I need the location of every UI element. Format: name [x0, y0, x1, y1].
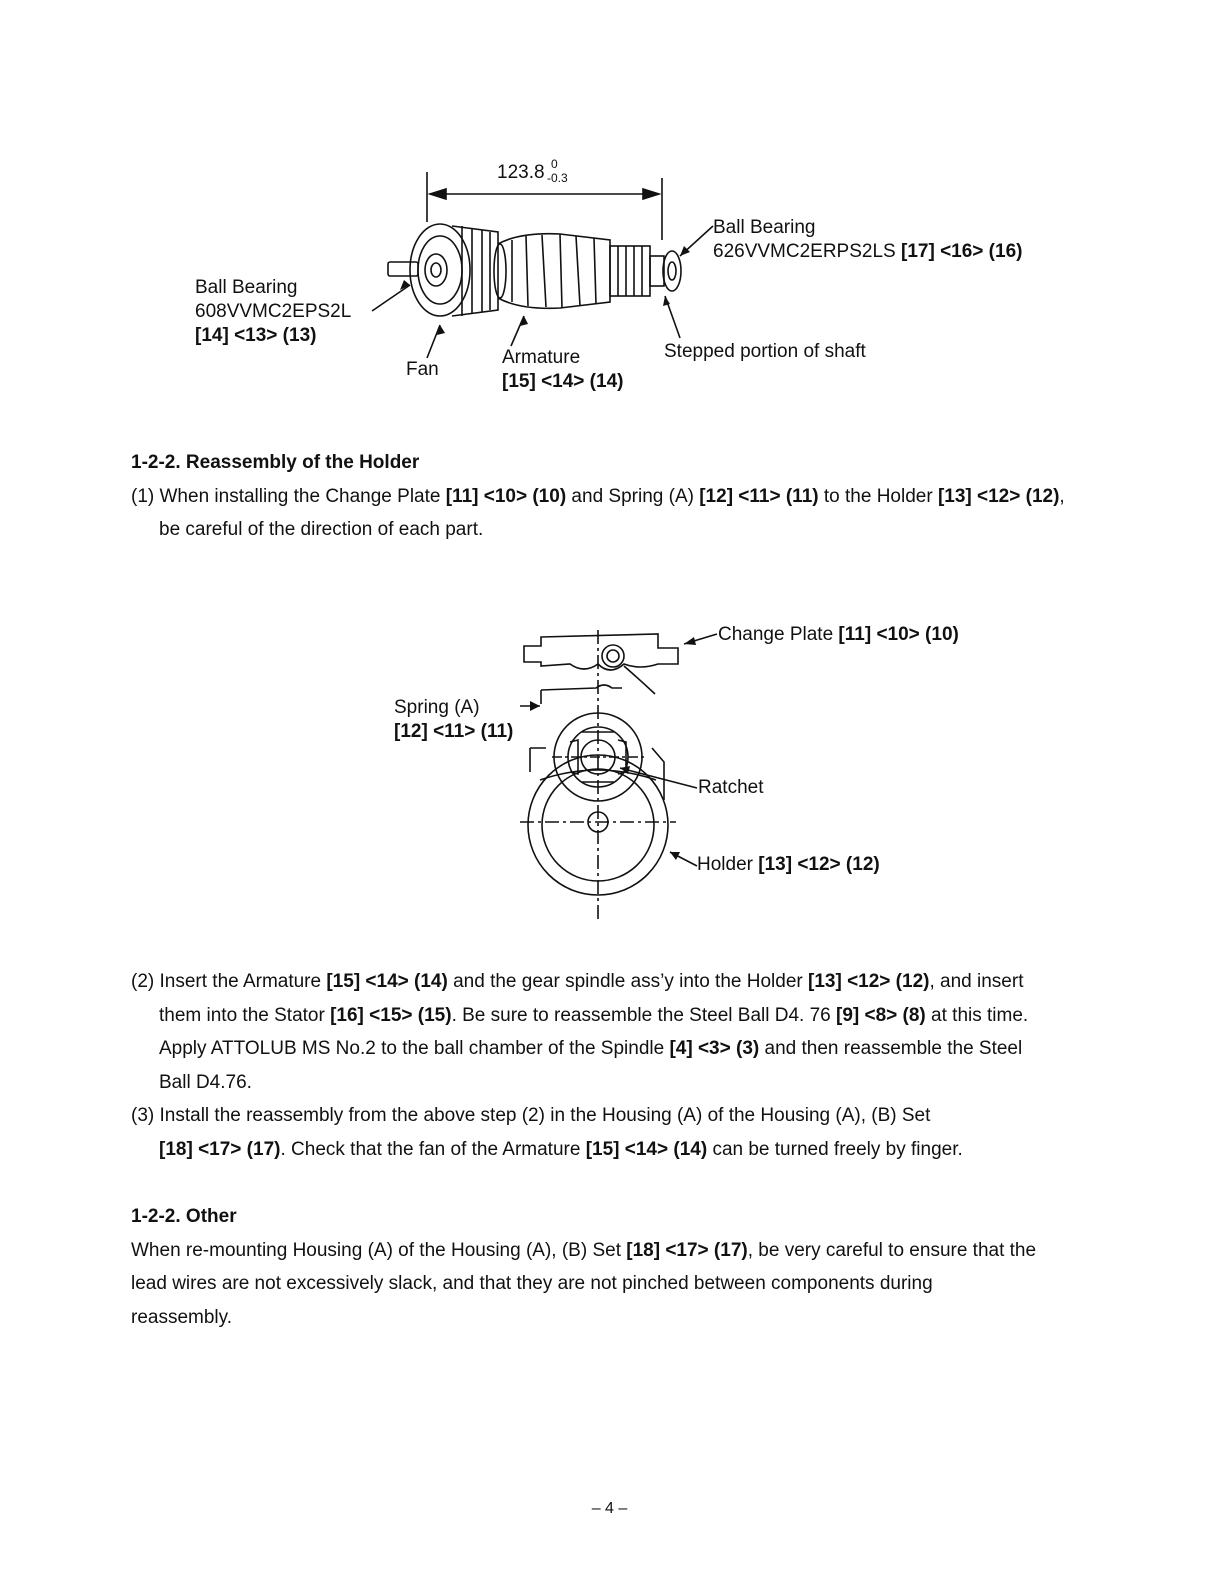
other-line-3: reassembly. [131, 1306, 233, 1328]
other-line-2: lead wires are not excessively slack, and that they are not pinched between components during [131, 1273, 933, 1294]
holder-label: Holder [13] <12> (12) [697, 854, 880, 875]
step-2-line-2: them into the Stator [16] <15> (15). Be sure to reassemble the Steel Ball D4. 76 [9] <8> (8) at this time. [159, 1004, 1029, 1026]
spring-label: Spring (A) [12] <11> (11) [394, 697, 514, 742]
section-heading-other: 1-2-2. Other [131, 1206, 237, 1227]
step-1-line-2: be careful of the direction of each part. [159, 519, 484, 540]
fan-label: Fan [406, 359, 439, 380]
step-3-line-2: [18] <17> (17). Check that the fan of the Armature [15] <14> (14) can be turned freely by finger. [159, 1138, 963, 1160]
dimension-value: 123.8 [497, 162, 545, 183]
left-bearing-label: Ball Bearing 608VVMC2EPS2L [14] <13> (13) [195, 277, 352, 346]
step-2-line-1: (2) Insert the Armature [15] <14> (14) and the gear spindle ass’y into the Holder [13] <12> (12), and insert [131, 971, 1024, 992]
step-1-line-1: (1) When installing the Change Plate [11] <10> (10) and Spring (A) [12] <11> (11) to the Holder [13] <12> (12), [131, 485, 1065, 507]
other-section [131, 1200, 1036, 1334]
right-bearing-label: Ball Bearing 626VVMC2ERPS2LS [17] <16> (16) [713, 217, 1023, 262]
steps-block [131, 965, 1028, 1166]
other-line-1: When re-mounting Housing (A) of the Housing (A), (B) Set [18] <17> (17), be very careful to ensure that the [131, 1239, 1037, 1261]
step-3-line-1: (3) Install the reassembly from the above step (2) in the Housing (A) of the Housing (A), (B) Set [131, 1105, 931, 1126]
step-2-line-4: Ball D4.76. [159, 1071, 252, 1093]
section-heading-holder: 1-2-2. Reassembly of the Holder [131, 452, 420, 473]
step-2-line-3: Apply ATTOLUB MS No.2 to the ball chamber of the Spindle [4] <3> (3) and then reassemble the Steel [159, 1038, 1023, 1059]
armature-label: Armature [15] <14> (14) [502, 347, 624, 392]
change-plate-label: Change Plate [11] <10> (10) [718, 624, 959, 645]
stepped-shaft-label: Stepped portion of shaft [664, 341, 866, 362]
ratchet-label: Ratchet [698, 777, 764, 798]
page-number: – 4 – [591, 1500, 628, 1517]
dimension-upper-tolerance: 0 [551, 157, 558, 171]
dimension-lower-tolerance: -0.3 [547, 171, 568, 185]
